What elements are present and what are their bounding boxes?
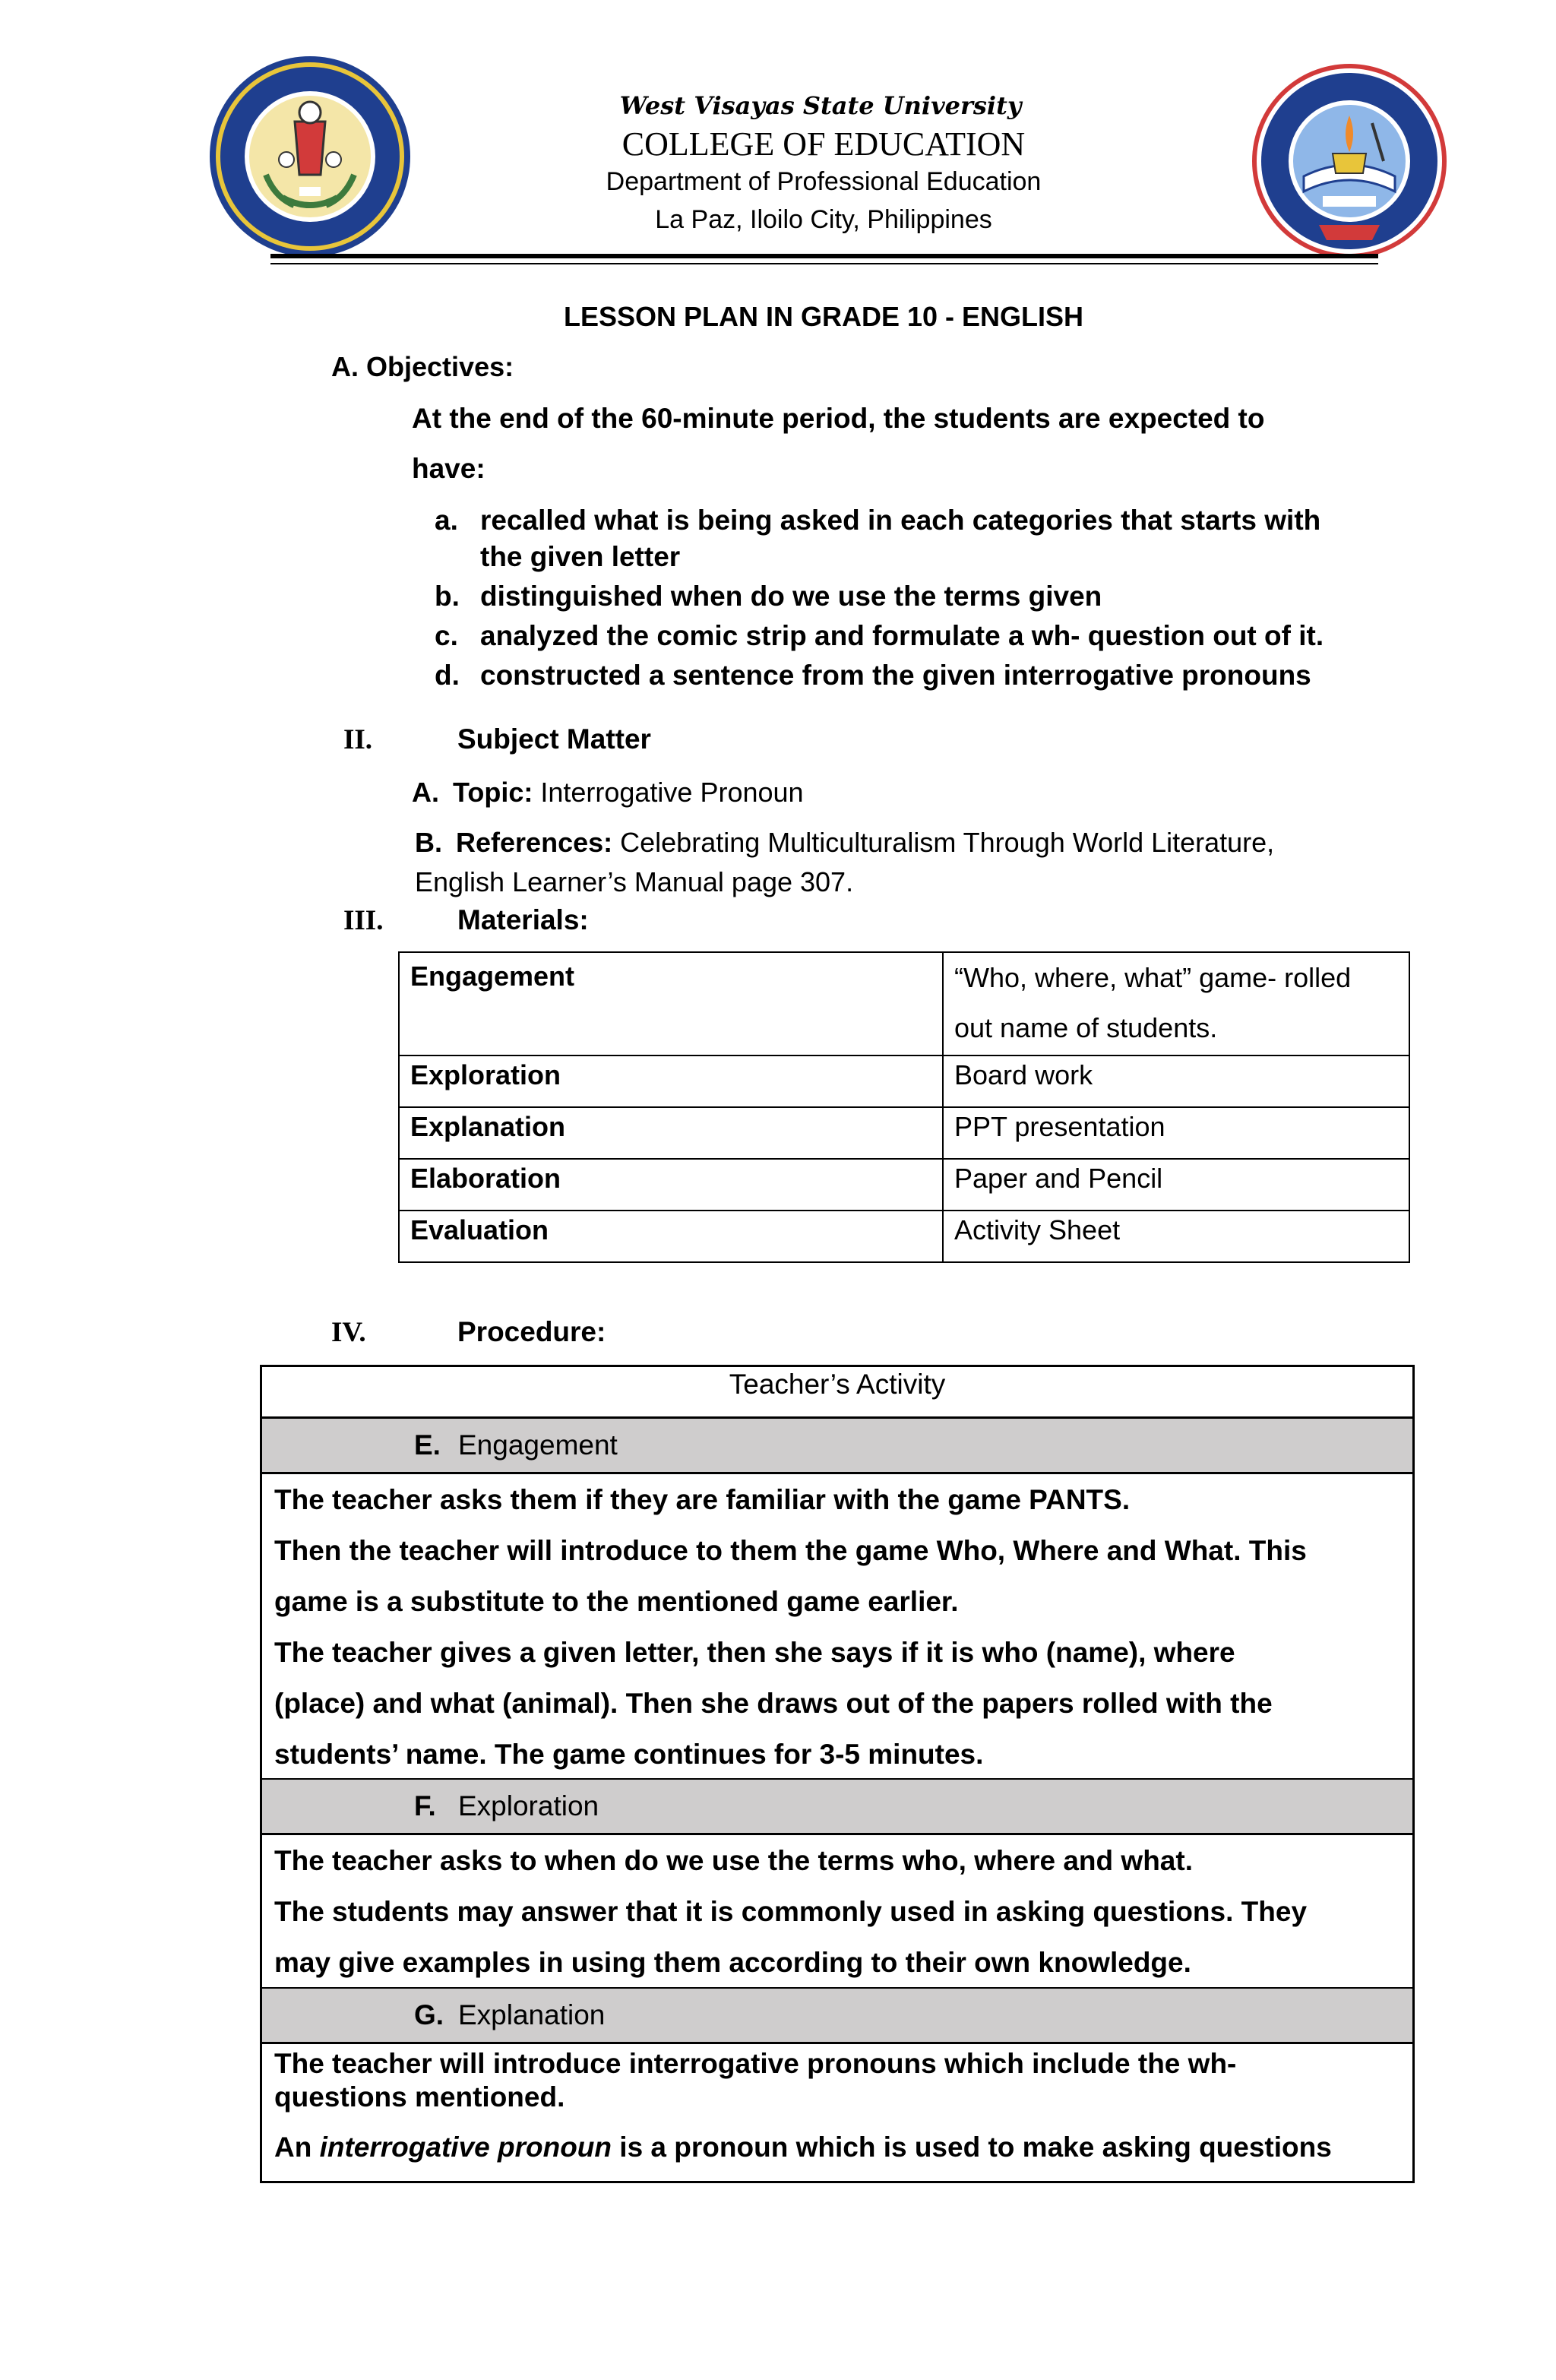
topic-letter: A. [412, 777, 439, 808]
procedure-line: The teacher will introduce interrogative pronouns which include the wh- [274, 2048, 1237, 2079]
references-label: References: [456, 827, 613, 858]
section-name: Exploration [458, 1790, 599, 1821]
materials-row [399, 952, 1409, 1055]
references-line2: English Learner’s Manual page 307. [415, 866, 854, 897]
definition-line [274, 2131, 1400, 2164]
materials-row [399, 1055, 1409, 1107]
references-letter: B. [415, 827, 442, 858]
procedure-heading: Procedure: [457, 1316, 606, 1347]
objective-letter: d. [435, 660, 460, 691]
procedure-line: The students may answer that it is commonly used in asking questions. They [274, 1896, 1308, 1927]
objective-text: constructed a sentence from the given interrogative pronouns [480, 660, 1311, 691]
definition-prefix: An [274, 2132, 320, 2163]
procedure-line: (place) and what (animal). Then she draws out of the papers rolled with the [274, 1688, 1273, 1719]
address: La Paz, Iloilo City, Philippines [655, 205, 992, 234]
procedure-body-exploration [262, 1835, 1412, 1989]
definition-rest: is a pronoun which is used to make asking questions [612, 2132, 1332, 2163]
references-line [415, 827, 1274, 859]
objective-text: distinguished when do we use the terms given [480, 581, 1102, 612]
procedure-line: The teacher asks to when do we use the terms who, where and what. [274, 1845, 1193, 1876]
section-letter: E. [414, 1429, 441, 1461]
procedure-line: students’ name. The game continues for 3-5 minutes. [274, 1739, 984, 1770]
materials-heading: Materials: [457, 904, 589, 935]
header-rule-thick [270, 254, 1378, 258]
objective-item-a-cont: the given letter [480, 541, 681, 572]
objective-text: analyzed the comic strip and formulate a wh- question out of it. [480, 620, 1324, 651]
subject-numeral: II. [343, 724, 373, 755]
objective-letter: c. [435, 620, 458, 651]
procedure-line: Then the teacher will introduce to them the game Who, Where and What. This [274, 1535, 1307, 1566]
definition-term: interrogative pronoun [319, 2132, 612, 2163]
topic-label: Topic: [453, 777, 533, 808]
materials-phase: Explanation [399, 1107, 943, 1159]
materials-phase: Engagement [399, 952, 943, 1055]
materials-value-line: “Who, where, what” game- rolled [954, 962, 1352, 993]
procedure-numeral: IV. [331, 1317, 366, 1348]
objective-item-c [435, 620, 1324, 652]
procedure-section-explanation [262, 1989, 1412, 2044]
procedure-line: may give examples in using them according to their own knowledge. [274, 1947, 1191, 1978]
procedure-body-explanation [262, 2044, 1412, 2181]
references-value: Celebrating Multiculturalism Through World Literature, [620, 827, 1275, 858]
objectives-letter: A. [331, 351, 359, 382]
materials-phase: Elaboration [399, 1159, 943, 1211]
materials-value: Activity Sheet [943, 1211, 1409, 1262]
section-name: Explanation [458, 1999, 606, 2030]
procedure-line: The teacher asks them if they are familiar with the game PANTS. [274, 1484, 1131, 1515]
materials-value-line: out name of students. [954, 1012, 1218, 1043]
page-title: LESSON PLAN IN GRADE 10 - ENGLISH [563, 301, 1084, 332]
procedure-line: game is a substitute to the mentioned game earlier. [274, 1586, 959, 1617]
materials-row [399, 1211, 1409, 1262]
university-name: West Visayas State University [619, 91, 1022, 120]
subject-heading: Subject Matter [457, 723, 651, 755]
procedure-table [260, 1365, 1415, 2183]
objective-letter: a. [435, 505, 458, 536]
objectives-label: Objectives: [366, 351, 514, 382]
header-rule-thin [270, 263, 1378, 264]
materials-value [943, 952, 1409, 1055]
materials-value: Board work [943, 1055, 1409, 1107]
topic-line [412, 777, 804, 809]
materials-table [398, 951, 1410, 1263]
materials-phase: Evaluation [399, 1211, 943, 1262]
topic-value: Interrogative Pronoun [540, 777, 804, 808]
procedure-section-engagement [262, 1419, 1412, 1474]
section-name: Engagement [458, 1429, 618, 1461]
materials-row [399, 1107, 1409, 1159]
objectives-heading [331, 351, 514, 383]
materials-value: Paper and Pencil [943, 1159, 1409, 1211]
objectives-intro-line1: At the end of the 60-minute period, the students are expected to [412, 403, 1265, 434]
objective-text: recalled what is being asked in each categories that starts with [480, 505, 1321, 536]
procedure-section-exploration [262, 1780, 1412, 1835]
college-name: COLLEGE OF EDUCATION [621, 125, 1026, 163]
materials-phase: Exploration [399, 1055, 943, 1107]
materials-value: PPT presentation [943, 1107, 1409, 1159]
procedure-body-engagement [262, 1474, 1412, 1780]
materials-numeral: III. [343, 905, 384, 936]
section-letter: F. [414, 1790, 436, 1821]
procedure-column-header: Teacher’s Activity [262, 1367, 1412, 1419]
department-name: Department of Professional Education [606, 167, 1042, 196]
procedure-line: The teacher gives a given letter, then she says if it is who (name), where [274, 1637, 1235, 1668]
procedure-line: questions mentioned. [274, 2081, 565, 2113]
objective-letter: b. [435, 581, 460, 612]
section-letter: G. [414, 1999, 444, 2030]
objective-item-b [435, 581, 1102, 612]
objective-item-a [435, 505, 1321, 536]
objectives-intro-line2: have: [412, 453, 485, 484]
materials-row [399, 1159, 1409, 1211]
objective-item-d [435, 660, 1311, 692]
